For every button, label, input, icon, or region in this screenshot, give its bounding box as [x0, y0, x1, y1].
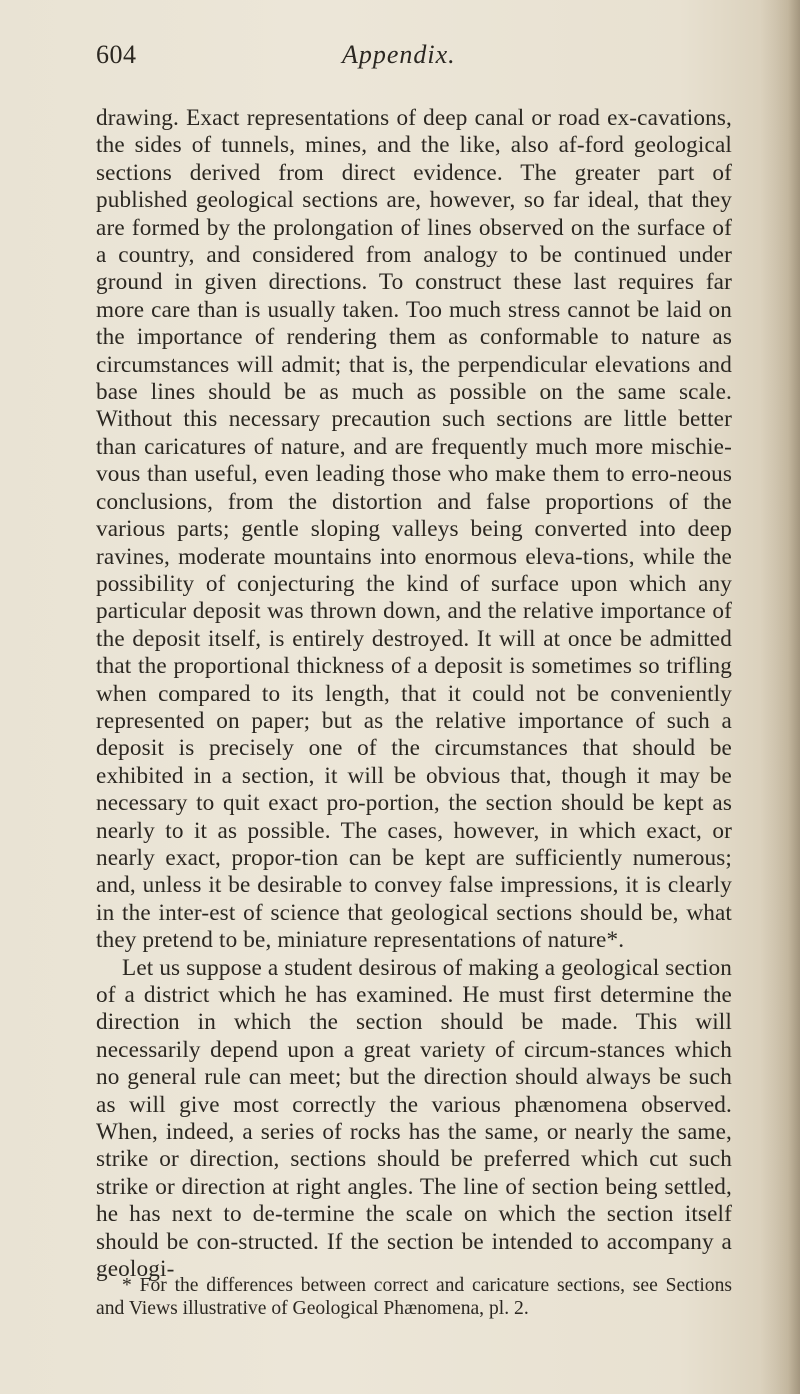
footnote: * For the differences between correct and caricature sections, see Sections and Views illustrative of Geological Phænomena, pl. 2. [96, 1275, 732, 1319]
page-edge-shadow [760, 0, 800, 1394]
body-text [96, 105, 732, 1283]
page-header [96, 40, 730, 80]
paragraph-2: Let us suppose a student desirous of making a geological section of a district which he has examined. He must first determine the direction in which the section should be made. This will necessarily depend upon a great variety of circum-stances which no general rule can meet; but the direction should always be such as will give most correctly the various phænomena observed. When, indeed, a series of rocks has the same, or nearly the same, strike or direction, sections should be preferred which cut such strike or direction at right angles. The line of section being settled, he has next to de-termine the scale on which the section itself should be con-structed. If the section be intended to accompany a geologi- [96, 954, 732, 1283]
page-number: 604 [96, 40, 137, 69]
running-head: Appendix. [342, 40, 456, 69]
paragraph-1: drawing. Exact representations of deep canal or road ex-cavations, the sides of tunnels, mines, and the like, also af-ford geological sections derived from direct evidence. The greater part of published geological sections are, however, so far ideal, that they are formed by the prolongation of lines observed on the surface of a country, and considered from analogy to be continued under ground in given directions. To construct these last requires far more care than is usually taken. Too much stress cannot be laid on the importance of rendering them as conformable to nature as circumstances will admit; that is, the perpendicular elevations and base lines should be as much as possible on the same scale. Without this necessary precaution such sections are little better than caricatures of nature, and are frequently much more mischie-vous than useful, even leading those who make them to erro-neous conclusions, from the distortion and false proportions of the various parts; gentle sloping valleys being converted into deep ravines, moderate mountains into enormous eleva-tions, while the possibility of conjecturing the kind of surface upon which any particular deposit was thrown down, and the relative importance of the deposit itself, is entirely destroyed. It will at once be admitted that the proportional thickness of a deposit is sometimes so trifling when compared to its length, that it could not be conveniently represented on paper; but as the relative importance of such a deposit is precisely one of the circumstances that should be exhibited in a section, it will be obvious that, though it may be necessary to quit exact pro-portion, the section should be kept as nearly to it as possible. The cases, however, in which exact, or nearly exact, propor-tion can be kept are sufficiently numerous; and, unless it be desirable to convey false impressions, it is clearly in the inter-est of science that geological sections should be, what they pretend to be, miniature representations of nature*. [96, 105, 732, 954]
